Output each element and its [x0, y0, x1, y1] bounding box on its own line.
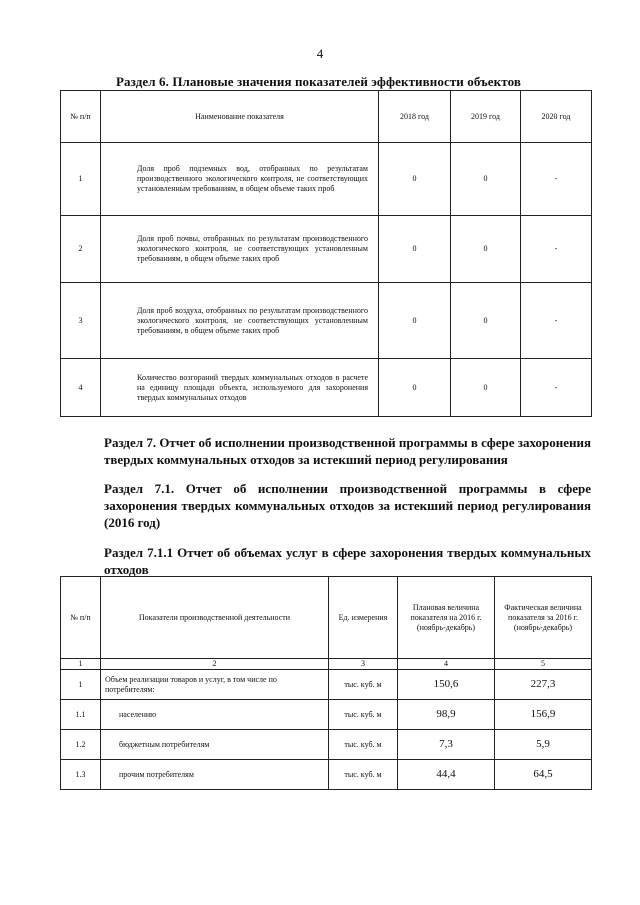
table-row [61, 359, 592, 417]
plan-value: 44,4 [398, 760, 495, 790]
value-2020: - [521, 359, 592, 417]
col-num: 1 [61, 659, 101, 670]
row-number: 1.2 [61, 730, 101, 760]
value-2019: 0 [451, 216, 521, 283]
value-2019: 0 [451, 359, 521, 417]
indicator-name: Количество возгораний твердых коммунальных отходов в расчете на единицу площади объекта, используемого для захоронения твердых коммунальных отходов [101, 359, 379, 417]
unit: тыс. куб. м [329, 760, 398, 790]
fact-value: 64,5 [495, 760, 592, 790]
header-plan: Плановая величина показателя на 2016 г. (ноябрь-декабрь) [398, 577, 495, 659]
value-2018: 0 [379, 143, 451, 216]
column-number-row [61, 659, 592, 670]
row-number: 1.1 [61, 700, 101, 730]
row-number: 3 [61, 283, 101, 359]
table-row [61, 700, 592, 730]
header-indicator: Показатели производственной деятельности [101, 577, 329, 659]
header-indicator-name: Наименование показателя [101, 91, 379, 143]
fact-value: 156,9 [495, 700, 592, 730]
indicator-name: населению [101, 700, 329, 730]
header-2019: 2019 год [451, 91, 521, 143]
section-7-1-title [60, 480, 591, 531]
indicator-name: Доля проб почвы, отобранных по результатам производственного экологического контроля, не соответствующих установленным требованиям, в общем объеме таких проб [101, 216, 379, 283]
plan-value: 150,6 [398, 670, 495, 700]
unit: тыс. куб. м [329, 700, 398, 730]
table-row [61, 760, 592, 790]
plan-value: 98,9 [398, 700, 495, 730]
section-7-1-text: Раздел 7.1. Отчет об исполнении производственной программы в сфере захоронения твердых коммунальных отходов за истекший период регулирования (2016 год) [104, 481, 591, 530]
indicator-name: прочим потребителям [101, 760, 329, 790]
value-2018: 0 [379, 283, 451, 359]
col-num: 3 [329, 659, 398, 670]
header-unit: Ед. измерения [329, 577, 398, 659]
section-6-title: Раздел 6. Плановые значения показателей эффективности объектов [116, 74, 521, 89]
value-2019: 0 [451, 283, 521, 359]
value-2020: - [521, 283, 592, 359]
table-row [61, 216, 592, 283]
header-number: № п/п [61, 577, 101, 659]
value-2019: 0 [451, 143, 521, 216]
fact-value: 227,3 [495, 670, 592, 700]
table-row [61, 670, 592, 700]
value-2018: 0 [379, 216, 451, 283]
row-number: 1.3 [61, 760, 101, 790]
table-header-row [61, 577, 592, 659]
indicator-name: Доля проб подземных вод, отобранных по результатам производственного экологического контроля, не соответствующих установленным требованиям, в общем объеме таких проб [101, 143, 379, 216]
value-2020: - [521, 216, 592, 283]
col-num: 2 [101, 659, 329, 670]
header-2020: 2020 год [521, 91, 592, 143]
header-fact: Фактическая величина показателя за 2016 г. (ноябрь-декабрь) [495, 577, 592, 659]
section-7-1-1-title [60, 544, 591, 578]
indicator-name: Доля проб воздуха, отобранных по результатам производственного экологического контроля, не соответствующих установленным требованиям, в общем объеме таких проб [101, 283, 379, 359]
section-7-text: Раздел 7. Отчет об исполнении производственной программы в сфере захоронения твердых коммунальных отходов за истекший период регулирования [104, 435, 591, 467]
row-number: 2 [61, 216, 101, 283]
efficiency-indicators-table [60, 90, 592, 417]
service-volume-table [60, 576, 592, 790]
section-7-1-1-text: Раздел 7.1.1 Отчет об объемах услуг в сфере захоронения твердых коммунальных отходов [104, 545, 591, 577]
section-7-title [60, 434, 591, 468]
plan-value: 7,3 [398, 730, 495, 760]
table-row [61, 283, 592, 359]
fact-value: 5,9 [495, 730, 592, 760]
page-number: 4 [316, 46, 324, 61]
table-header-row [61, 91, 592, 143]
indicator-name: Объем реализации товаров и услуг, в том числе по потребителям: [101, 670, 329, 700]
header-2018: 2018 год [379, 91, 451, 143]
row-number: 4 [61, 359, 101, 417]
value-2018: 0 [379, 359, 451, 417]
header-number: № п/п [61, 91, 101, 143]
unit: тыс. куб. м [329, 730, 398, 760]
table-row [61, 143, 592, 216]
indicator-name: бюджетным потребителям [101, 730, 329, 760]
row-number: 1 [61, 670, 101, 700]
col-num: 4 [398, 659, 495, 670]
value-2020: - [521, 143, 592, 216]
col-num: 5 [495, 659, 592, 670]
row-number: 1 [61, 143, 101, 216]
table-row [61, 730, 592, 760]
unit: тыс. куб. м [329, 670, 398, 700]
